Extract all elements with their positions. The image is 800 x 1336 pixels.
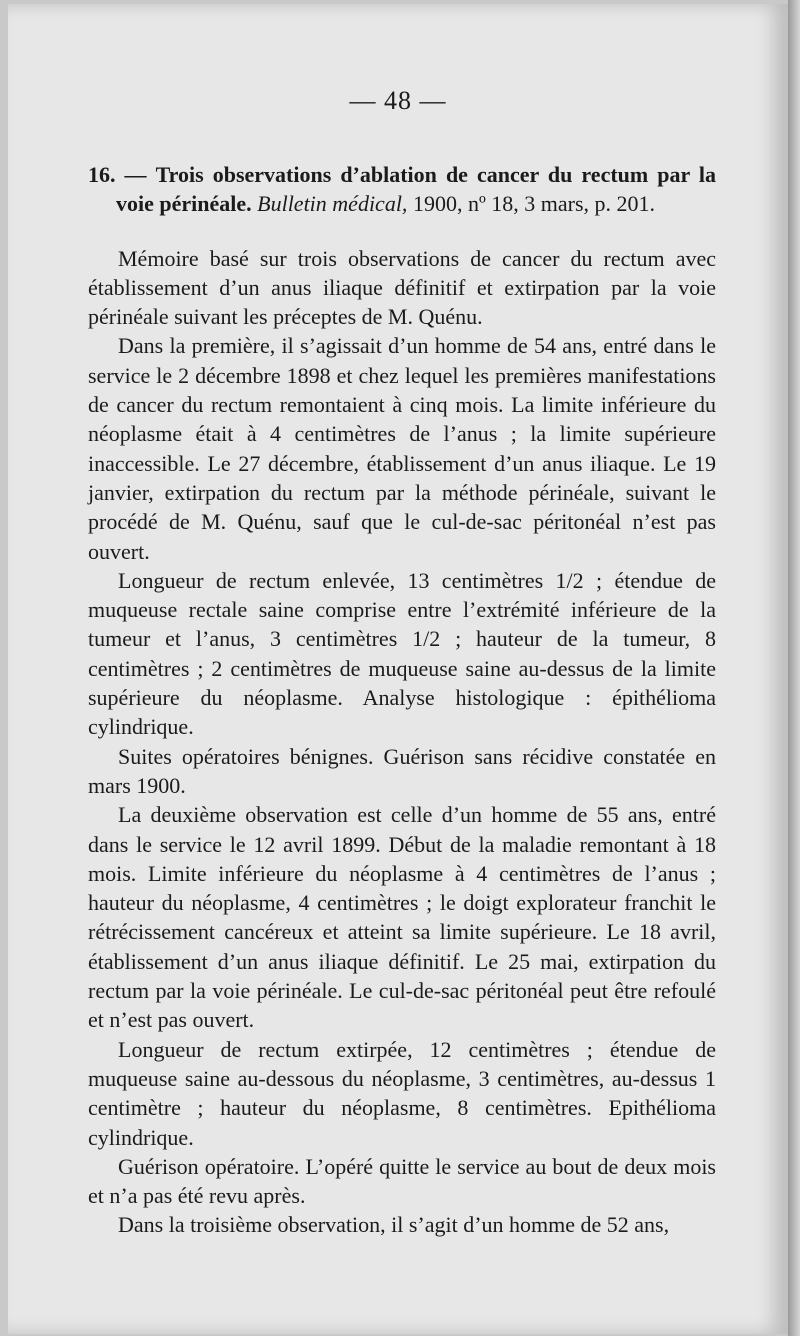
page-content (88, 160, 716, 1240)
bibliography-entry (88, 160, 716, 219)
paragraph: Suites opératoires bénignes. Guérison sans récidive constatée en mars 1900. (88, 743, 716, 798)
page-edge-shadow (788, 0, 800, 1336)
paragraph: Guérison opératoire. L’opéré quitte le service au bout de deux mois et n’a pas été revu après. (88, 1153, 716, 1209)
page-number: — 48 — (349, 86, 447, 115)
entry-title: Trois observations d’ablation de cancer du rectum par la voie périnéale. (116, 162, 717, 217)
entry-journal: Bulletin médical, (257, 191, 408, 217)
paragraph: La deuxième observation est celle d’un homme de 55 ans, entré dans le service le 12 avril 1899. Début de la maladie remontant à 18 mois. Limite inférieure du néoplasme à 4 centimètres de l’anus ; hauteur du néoplasme, 4 centimètres ; le doigt explorateur franchit le rétrécissement cancéreux et atteint sa limite supérieure. Le 18 avril, établissement d’un anus iliaque définitif. Le 25 mai, extirpation du rectum par la voie périnéale. Le cul-de-sac péritonéal peut être refoulé et n’est pas ouvert. (88, 802, 716, 1033)
entry-number: 16. — (88, 162, 147, 187)
paragraph: Longueur de rectum extirpée, 12 centimètres ; étendue de muqueuse saine au-dessous du néoplasme, 3 centimètres, au-dessus 1 centimètre ; hauteur du néoplasme, 8 centimètres. Epithélioma cylindrique. (88, 1036, 716, 1150)
paragraph: Dans la troisième observation, il s’agit d’un homme de 52 ans, (118, 1212, 670, 1238)
paragraph: Longueur de rectum enlevée, 13 centimètres 1/2 ; étendue de muqueuse rectale saine comprise entre l’extrémité inférieure de la tumeur et l’anus, 3 centimètres 1/2 ; hauteur de la tumeur, 8 centimètres ; 2 centimètres de muqueuse saine au-dessus de la limite supérieure du néoplasme. Analyse histologique : épithélioma cylindrique. (88, 567, 716, 740)
paragraph: Mémoire basé sur trois observations de cancer du rectum avec établissement d’un anus iliaque définitif et extirpation par la voie périnéale suivant les préceptes de M. Quénu. (88, 245, 716, 330)
book-page (8, 4, 788, 1334)
entry-details: 1900, nº 18, 3 mars, p. 201. (412, 191, 656, 217)
paragraph: Dans la première, il s’agissait d’un homme de 54 ans, entré dans le service le 2 décembre 1898 et chez lequel les premières manifestations de cancer du rectum remontaient à cinq mois. La limite inférieure du néoplasme était à 4 centimètres de l’anus ; la limite supérieure inaccessible. Le 27 décembre, établissement d’un anus iliaque. Le 19 janvier, extirpation du rectum par la méthode périnéale, suivant le procédé de M. Quénu, sauf que le cul-de-sac péritonéal n’est pas ouvert. (88, 333, 716, 564)
